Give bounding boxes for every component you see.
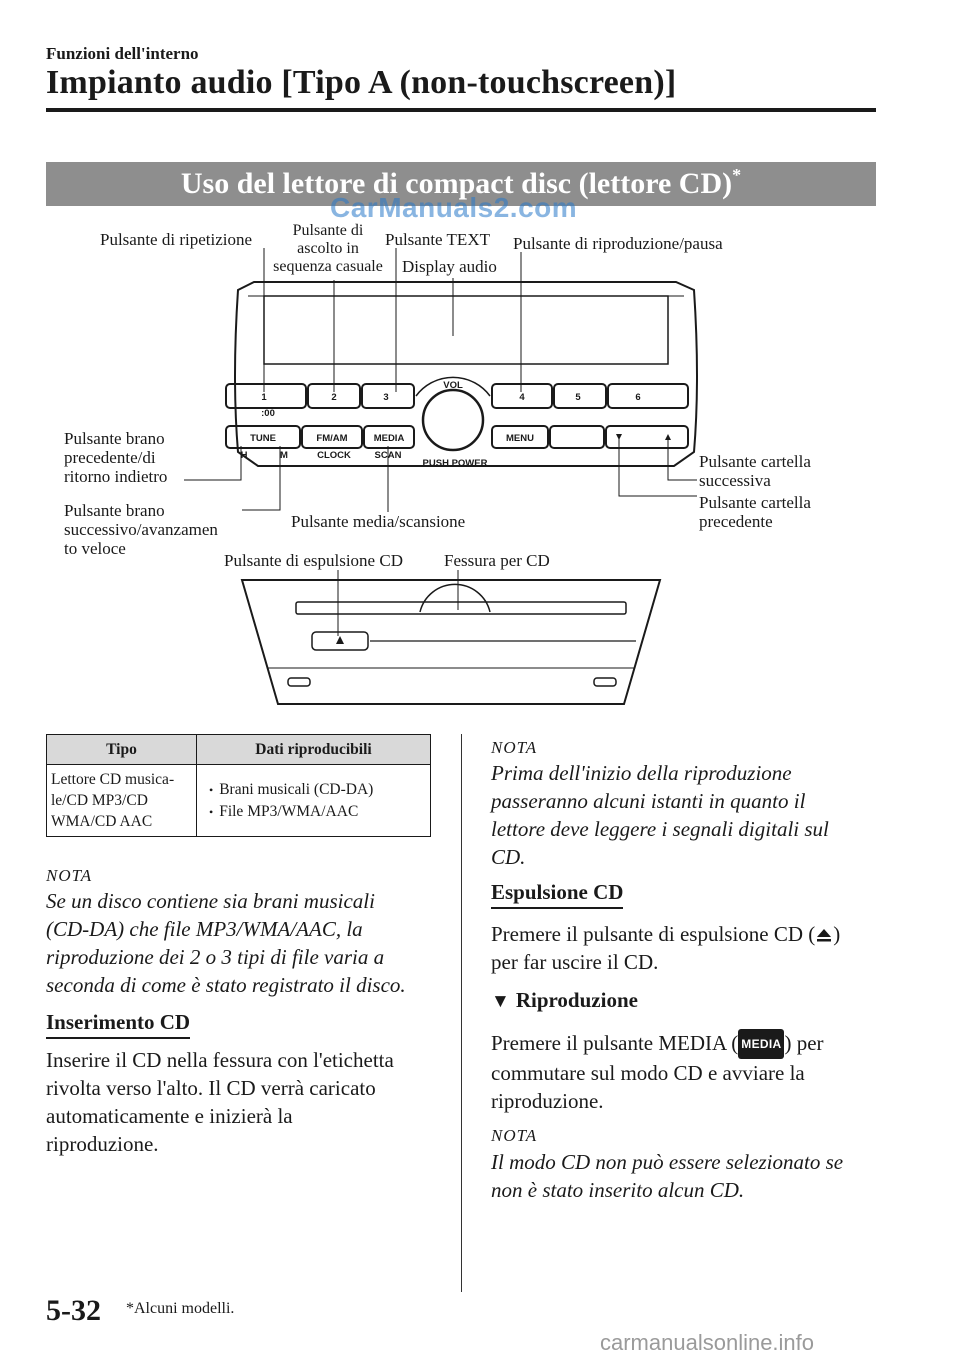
label-clock00: :00: [261, 408, 275, 419]
eject-icon: [815, 927, 833, 943]
callout-play-pause: Pulsante di riproduzione/pausa: [513, 234, 723, 253]
label-b6: 6: [635, 392, 641, 403]
playback-text: Premere il pulsante MEDIA ( MEDIA ) per commutare sul modo CD e avviare la riproduzione.: [491, 1031, 824, 1113]
callout-eject: Pulsante di espulsione CD: [224, 551, 403, 570]
table-header-type: Tipo: [47, 735, 197, 765]
list-item: • Brani musicali (CD-DA): [209, 779, 426, 801]
insert-cd-text: Inserire il CD nella fessura con l'etichetta rivolta verso l'alto. Il CD verrà caricato automaticamente e inizierà la riproduzione.: [46, 1048, 394, 1156]
callout-slot: Fessura per CD: [444, 551, 550, 570]
callout-random: Pulsante di ascolto in sequenza casuale: [273, 222, 383, 275]
table-row: [47, 765, 431, 837]
playable-data-table: [46, 734, 431, 837]
banner-title: Uso del lettore di compact disc (lettore CD): [180, 167, 733, 200]
note-heading: NOTA: [46, 866, 93, 885]
label-m: M: [280, 450, 288, 461]
label-vol: VOL: [443, 380, 463, 391]
label-h: H: [240, 450, 248, 461]
page-title: Impianto audio [Tipo A (non-touchscreen)]: [46, 64, 677, 101]
cd-slot: [296, 602, 626, 614]
label-push-power: PUSH POWER: [422, 458, 488, 469]
list-item: • File MP3/WMA/AAC: [209, 801, 426, 823]
eject-cd-heading: Espulsione CD: [491, 880, 623, 909]
blank-button: [550, 426, 604, 448]
media-button-icon: MEDIA: [738, 1029, 784, 1059]
table-header-data: Dati riproducibili: [197, 735, 431, 765]
note-heading: NOTA: [491, 1126, 538, 1145]
watermark-logo: CarManuals2.com: [330, 192, 578, 223]
column-divider: [461, 734, 462, 1292]
label-b4: 4: [519, 392, 525, 403]
label-menu: MENU: [506, 433, 534, 444]
callout-repeat: Pulsante di ripetizione: [100, 230, 253, 249]
note-body: Il modo CD non può essere selezionato se non è stato inserito alcun CD.: [491, 1150, 844, 1202]
insert-cd-heading: Inserimento CD: [46, 1010, 190, 1039]
callout-folder-next: Pulsante cartella successiva: [699, 452, 811, 490]
callout-folder-prev: Pulsante cartella precedente: [699, 493, 811, 531]
label-clock: CLOCK: [317, 450, 351, 461]
callout-media: Pulsante media/scansione: [291, 512, 466, 531]
watermark-site: carmanualsonline.info: [600, 1330, 815, 1355]
playback-heading: ▼ Riproduzione: [491, 988, 638, 1012]
note-heading: NOTA: [491, 738, 538, 757]
callout-prev-track: Pulsante brano precedente/di ritorno indietro: [64, 429, 168, 486]
label-media: MEDIA: [373, 433, 405, 444]
label-b2: 2: [331, 392, 337, 403]
callout-display: Display audio: [402, 257, 497, 276]
table-cell-data: [197, 765, 431, 837]
section-label: Funzioni dell'interno: [46, 44, 199, 63]
table-cell-type: Lettore CD musica- le/CD MP3/CD WMA/CD AAC: [47, 765, 197, 837]
triangle-down-icon: ▼: [491, 991, 510, 1012]
eject-cd-text: Premere il pulsante di espulsione CD ( ) per far uscire il CD.: [491, 922, 841, 974]
page-number: 5-32: [46, 1294, 101, 1327]
banner-asterisk: *: [732, 165, 742, 185]
label-b3: 3: [383, 392, 389, 403]
note-body: Prima dell'inizio della riproduzione passeranno alcuni istanti in quanto il lettore deve leggere i segnali digitali sul CD.: [491, 761, 829, 869]
callout-next-track: Pulsante brano successivo/avanzamen to veloce: [64, 501, 218, 558]
label-fmam: FM/AM: [316, 433, 348, 444]
label-scan: SCAN: [374, 450, 402, 461]
preset-button-6: [608, 384, 688, 408]
label-tune: TUNE: [250, 433, 276, 444]
footnote: *Alcuni modelli.: [126, 1300, 235, 1317]
note-body: Se un disco contiene sia brani musicali (CD-DA) che file MP3/WMA/AAC, la riproduzione dei 2 o 3 tipi di file varia a seconda di come è stato registrato il disco.: [46, 889, 406, 997]
label-b5: 5: [575, 392, 581, 403]
display-window: [264, 296, 668, 364]
label-b1: 1: [261, 392, 267, 403]
volume-knob: [423, 390, 483, 450]
unit-outline: [235, 282, 697, 466]
callout-text: Pulsante TEXT: [385, 230, 490, 249]
